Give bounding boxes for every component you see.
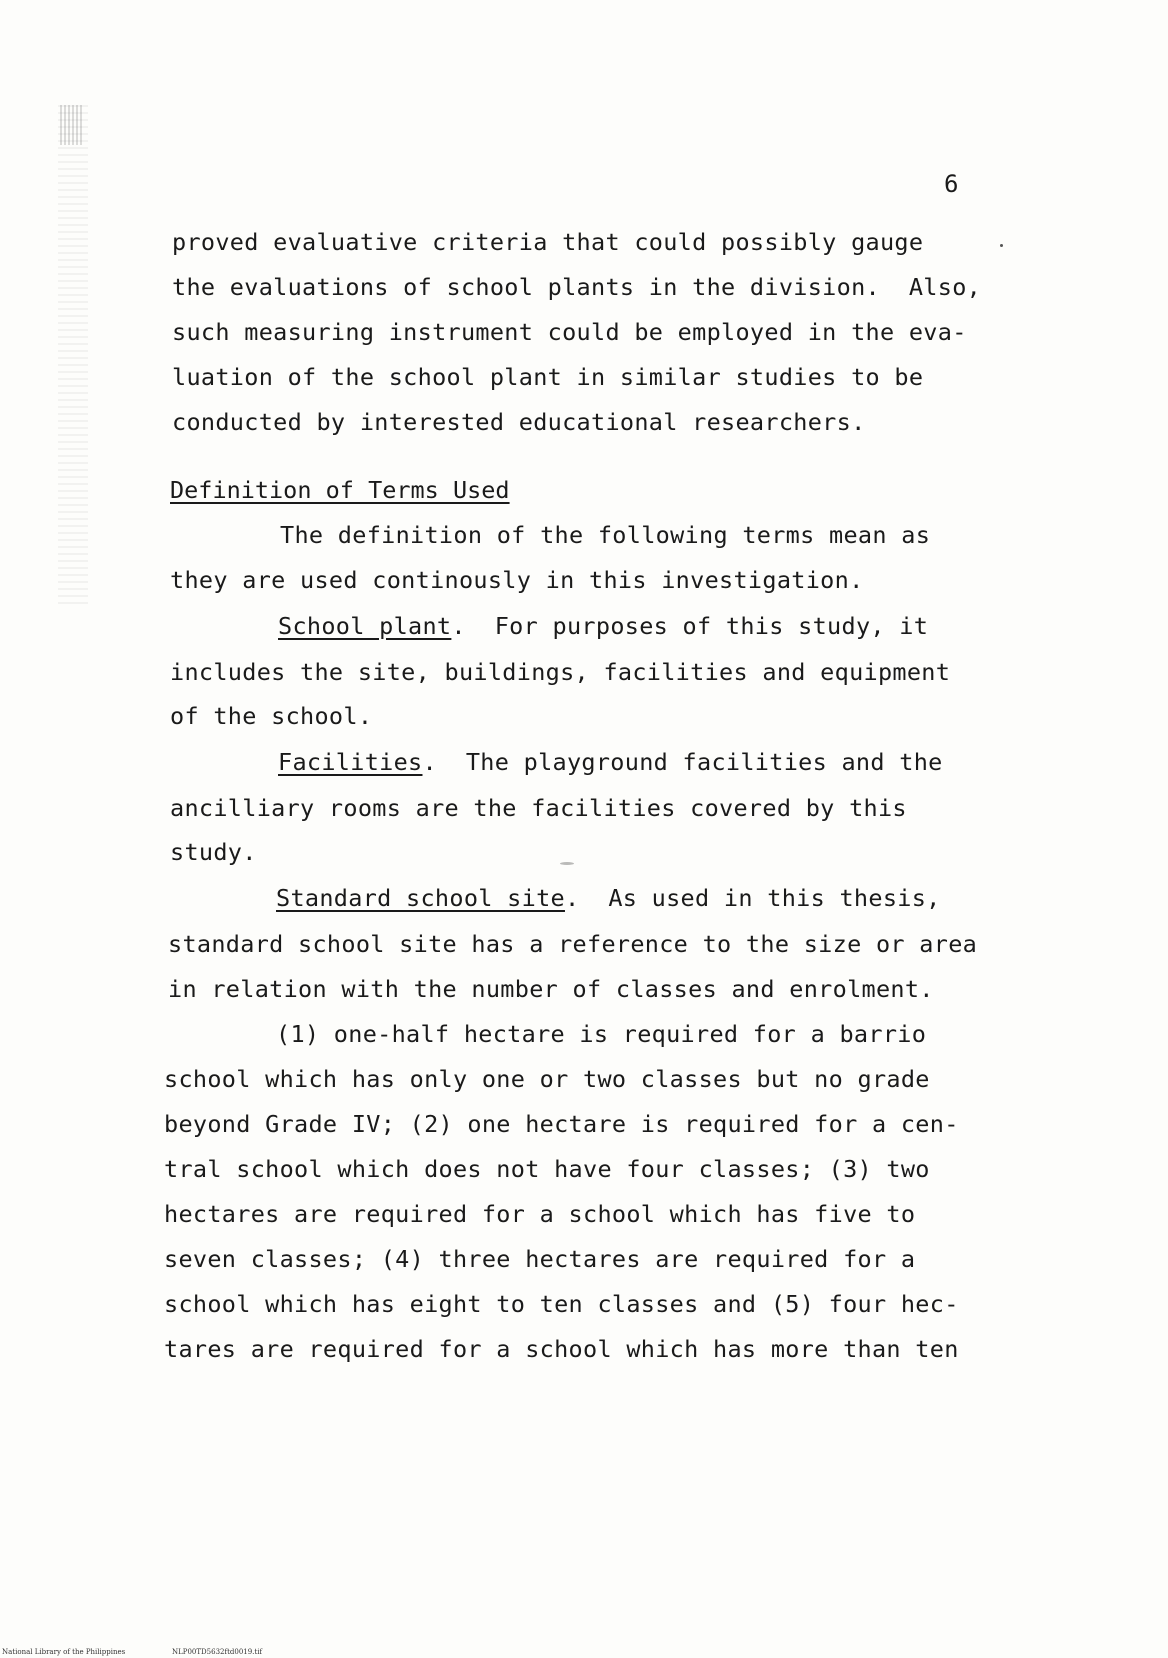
footer-library-name: National Library of the Philippines <box>2 1648 126 1656</box>
facilities-line-3: study. <box>170 838 257 866</box>
school-plant-line-2: includes the site, buildings, facilities and equipment <box>170 658 951 686</box>
facilities-definition-start: . The playground facilities and the <box>422 748 943 776</box>
footer-file-name: NLP00TD5632ftd0019.tif <box>172 1648 263 1656</box>
school-plant-line-1 <box>278 612 928 640</box>
section-heading: Definition of Terms Used <box>170 476 510 504</box>
scan-smudge <box>560 862 574 865</box>
para1-line-3: such measuring instrument could be employed in the eva- <box>172 318 967 346</box>
standard-site-line-1 <box>276 884 941 912</box>
para1-line-5: conducted by interested educational researchers. <box>172 408 866 436</box>
para1-line-2: the evaluations of school plants in the division. Also, <box>172 273 982 301</box>
school-plant-definition-start: . For purposes of this study, it <box>451 612 929 640</box>
requirements-line-2: school which has only one or two classes but no grade <box>164 1065 930 1093</box>
facilities-line-1 <box>278 748 943 776</box>
standard-site-definition-start: . As used in this thesis, <box>564 884 941 912</box>
requirements-line-1: (1) one-half hectare is required for a barrio <box>276 1020 927 1048</box>
term-standard-school-site: Standard school site <box>276 884 565 912</box>
scan-binding-edge <box>58 105 88 605</box>
requirements-line-7: school which has eight to ten classes and (5) four hec- <box>164 1290 959 1318</box>
school-plant-line-3: of the school. <box>170 702 373 730</box>
requirements-line-5: hectares are required for a school which has five to <box>164 1200 916 1228</box>
para1-line-1: proved evaluative criteria that could possibly gauge <box>172 228 924 256</box>
intro-line-1: The definition of the following terms mean as <box>280 521 931 549</box>
requirements-line-8: tares are required for a school which has more than ten <box>164 1335 959 1363</box>
requirements-line-6: seven classes; (4) three hectares are required for a <box>164 1245 916 1273</box>
standard-site-line-3: in relation with the number of classes and enrolment. <box>168 975 934 1003</box>
term-facilities: Facilities <box>278 748 423 776</box>
scan-speck <box>1000 244 1003 247</box>
facilities-line-2: ancilliary rooms are the facilities covered by this <box>170 794 907 822</box>
para1-line-4: luation of the school plant in similar studies to be <box>172 363 924 391</box>
standard-site-line-2: standard school site has a reference to the size or area <box>168 930 978 958</box>
term-school-plant: School plant <box>278 612 452 640</box>
intro-line-2: they are used continously in this investigation. <box>170 566 864 594</box>
scan-binding-mark <box>60 105 82 145</box>
requirements-line-4: tral school which does not have four classes; (3) two <box>164 1155 930 1183</box>
page-number: 6 <box>944 170 959 198</box>
requirements-line-3: beyond Grade IV; (2) one hectare is required for a cen- <box>164 1110 959 1138</box>
